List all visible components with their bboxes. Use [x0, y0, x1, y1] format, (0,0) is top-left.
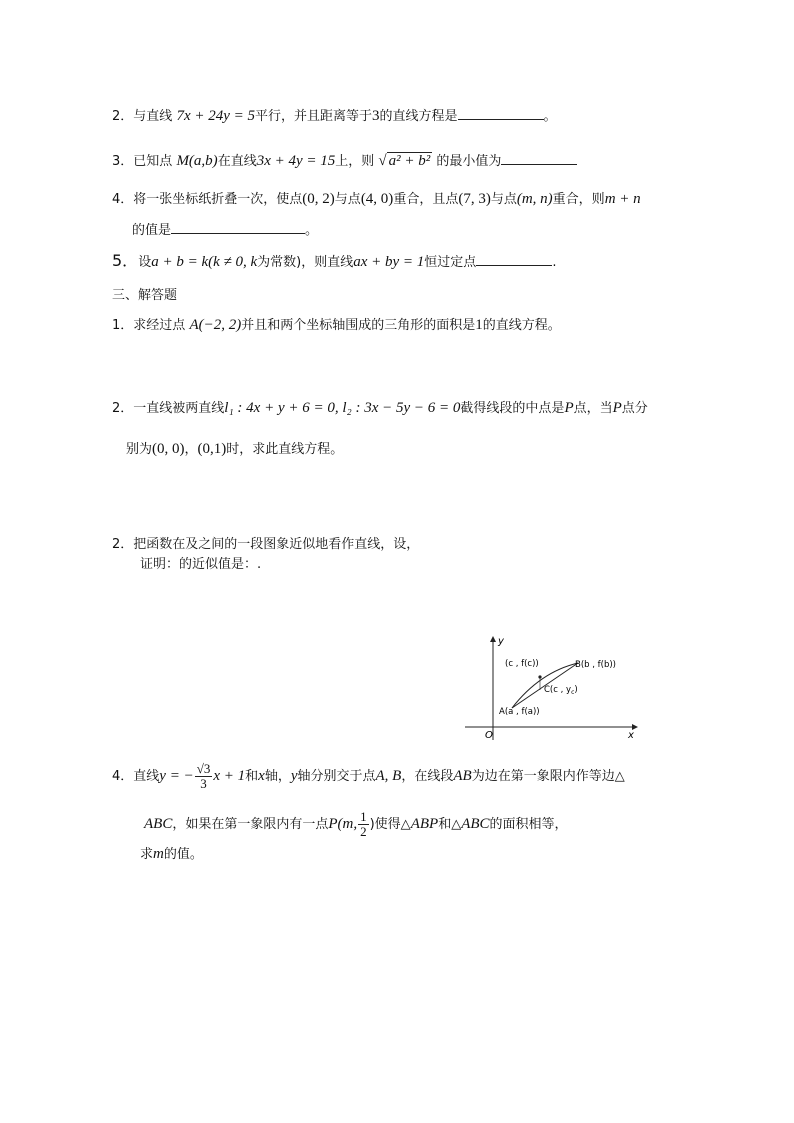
math-point: (m, n) — [516, 191, 553, 207]
math-point: (4, 0) — [360, 191, 394, 207]
math-expression: y = − — [159, 768, 194, 784]
fraction-numerator: √3 — [196, 761, 211, 776]
text: 平行，并且距离等于 — [255, 109, 373, 124]
math-expression: ABC — [144, 816, 173, 832]
math-expression: A, B — [375, 768, 402, 784]
sqrt-radicand: a² + b² — [388, 153, 431, 169]
question-number: 1． — [112, 318, 134, 333]
problem-2 — [112, 398, 648, 419]
math-expression: AB — [453, 768, 472, 784]
math-symbol: y — [290, 768, 298, 784]
question-5 — [112, 251, 556, 273]
problem-4-continued — [144, 810, 568, 839]
text: 。 — [305, 223, 319, 238]
text: 为边在第一象限内作等边△ — [471, 769, 625, 784]
text: 的最小值为 — [436, 154, 502, 169]
problem-2-continued — [126, 439, 343, 460]
point-c-text: C(c , y — [544, 685, 572, 695]
text: 轴分别交于点 — [297, 769, 376, 784]
answer-blank[interactable] — [476, 251, 552, 266]
math-expression: M(a,b) — [176, 153, 218, 169]
text: 与点 — [490, 192, 517, 207]
math-point: (0, 2) — [302, 191, 335, 207]
point-c-close: ) — [574, 685, 578, 695]
text: 截得线段的中点是 — [460, 401, 565, 416]
text: ， — [184, 442, 198, 457]
problem-1 — [112, 315, 561, 336]
question-number: 2． — [112, 109, 134, 124]
math-expression: m + n — [604, 191, 641, 207]
math-symbol: P — [612, 400, 622, 416]
answer-blank[interactable] — [171, 219, 305, 234]
text: 和△ — [438, 817, 462, 832]
fraction — [358, 810, 369, 839]
math-symbol: P — [564, 400, 574, 416]
text: 直线 — [133, 769, 160, 784]
math-number: 1 — [475, 317, 483, 333]
text: 求 — [140, 847, 154, 862]
math-point: (0, 0) — [152, 441, 185, 457]
text: 点分 — [621, 401, 648, 416]
question-4 — [112, 189, 641, 210]
sqrt-symbol: √ — [378, 153, 387, 169]
point-c-label — [544, 685, 578, 696]
math-expression: l₁ : 4x + y + 6 = 0, l₂ : 3x − 5y − 6 = 0 — [224, 400, 461, 416]
math-expression: ax + by = 1 — [353, 254, 425, 270]
question-number: 4． — [112, 769, 134, 784]
math-expression: ABC — [461, 816, 490, 832]
text: 的直线方程是 — [379, 109, 458, 124]
text: 求经过点 — [133, 318, 186, 333]
question-4-continued — [132, 219, 318, 241]
point-fc-label: (c , f(c)) — [505, 659, 539, 669]
y-axis-arrow-icon — [490, 636, 496, 642]
text: ，如果在第一象限内有一点 — [172, 817, 329, 832]
y-axis-label: y — [498, 636, 504, 647]
point-b-label: B(b , f(b)) — [575, 660, 616, 670]
text: . — [552, 255, 557, 270]
text: 轴， — [264, 769, 291, 784]
answer-blank[interactable] — [458, 105, 544, 120]
text: 已知点 — [133, 154, 173, 169]
problem-3-continued: 证明：的近似值是：. — [140, 557, 262, 572]
point-a-label: A(a , f(a)) — [499, 707, 540, 717]
question-2 — [112, 105, 557, 127]
math-number: 3 — [372, 108, 380, 124]
math-expression: 7x + 24y = 5 — [176, 108, 255, 124]
text: 与点 — [334, 192, 361, 207]
fraction-denominator: 3 — [200, 776, 207, 791]
text: 在直线 — [217, 154, 257, 169]
math-expression: P(m, — [328, 816, 358, 832]
x-axis-label: x — [628, 730, 634, 741]
text: 上，则 — [335, 154, 375, 169]
problem-4 — [112, 762, 625, 791]
question-number: 2． — [112, 537, 134, 552]
text: 时，求此直线方程。 — [226, 442, 344, 457]
text: 与直线 — [133, 109, 173, 124]
fraction-denominator: 2 — [360, 824, 367, 839]
math-point: A(−2, 2) — [189, 317, 242, 333]
text: 。 — [543, 109, 557, 124]
math-point: (0,1) — [197, 441, 227, 457]
text: 为常数)，则直线 — [257, 255, 354, 270]
text: 重合，则 — [552, 192, 605, 207]
math-expression: x + 1 — [213, 768, 246, 784]
text: 设 — [138, 255, 152, 270]
question-number: 4． — [112, 192, 134, 207]
question-number: 5． — [112, 251, 139, 270]
problem-3 — [112, 535, 419, 555]
text: 的值是 — [132, 223, 172, 238]
math-symbol: m — [153, 846, 164, 862]
text: 并且和两个坐标轴围成的三角形的面积是 — [241, 318, 476, 333]
question-number: 3． — [112, 154, 134, 169]
math-symbol: x — [258, 768, 265, 784]
answer-blank[interactable] — [501, 150, 577, 165]
section-heading: 三、解答题 — [112, 288, 178, 303]
text: 将一张坐标纸折叠一次，使点 — [133, 192, 303, 207]
text: 的值。 — [163, 847, 203, 862]
function-graph — [460, 632, 640, 742]
problem-4-continued-2 — [140, 844, 203, 865]
math-expression: a + b = k(k ≠ 0, k — [151, 254, 258, 270]
math-expression: ABP — [410, 816, 439, 832]
text: 点，当 — [573, 401, 613, 416]
question-number: 2． — [112, 401, 134, 416]
text: 一直线被两直线 — [133, 401, 225, 416]
question-3 — [112, 150, 577, 172]
math-expression: 3x + 4y = 15 — [256, 153, 336, 169]
text: 的面积相等， — [489, 817, 568, 832]
fraction — [195, 762, 213, 791]
origin-label: O — [485, 730, 493, 741]
text: 的直线方程。 — [482, 318, 561, 333]
text: ，在线段 — [401, 769, 454, 784]
text: 恒过定点 — [424, 255, 477, 270]
fraction-numerator: 1 — [360, 809, 367, 824]
text: 重合，且点 — [393, 192, 459, 207]
text: 别为 — [126, 442, 153, 457]
text: )使得△ — [369, 817, 411, 832]
text: 和 — [245, 769, 259, 784]
text: 把函数在及之间的一段图象近似地看作直线，设， — [133, 537, 420, 552]
math-point: (7, 3) — [458, 191, 491, 207]
point-c-subscript: c — [571, 689, 575, 696]
